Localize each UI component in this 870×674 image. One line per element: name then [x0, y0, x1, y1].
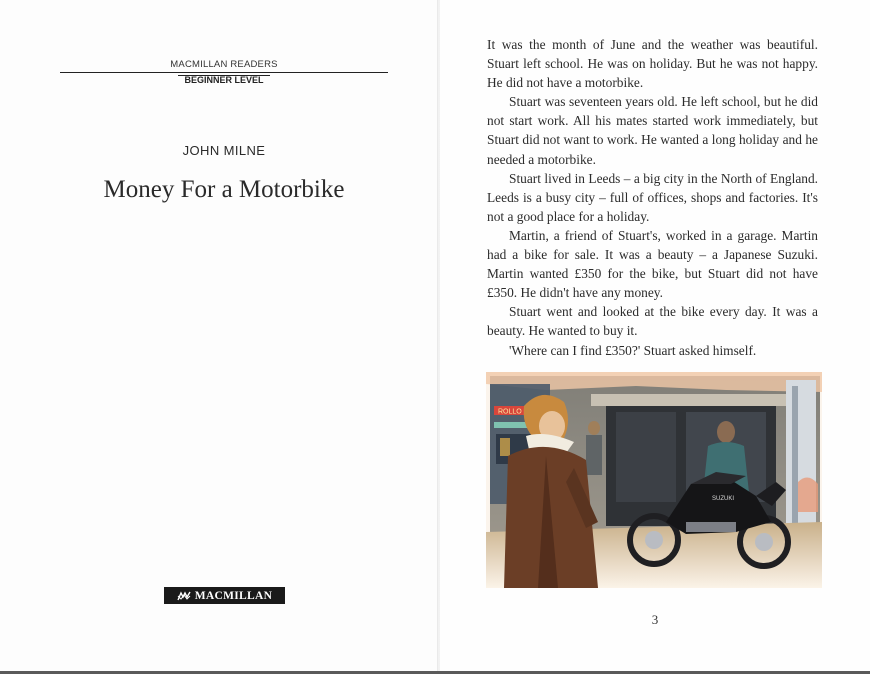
paragraph: 'Where can I find £350?' Stuart asked himself. [509, 342, 757, 358]
page-number: 3 [651, 612, 659, 627]
publisher-logo [164, 587, 285, 604]
bike-brand-label: SUZUKI [712, 496, 735, 502]
book-title: Money For a Motorbike [103, 176, 345, 203]
author-name: JOHN MILNE [182, 143, 266, 158]
publisher-emblem-icon [177, 591, 191, 601]
paragraph: Stuart went and looked at the bike every day. It was a beauty. He wanted to buy it. [487, 304, 818, 339]
publisher-name: MACMILLAN [194, 589, 273, 602]
shop-sign: ROLLO [498, 408, 522, 416]
paragraph: It was the month of June and the weather was beautiful. Stuart left school. He was on holiday. But he was not happy. He did not have a motorbike. [487, 37, 818, 91]
story-text [487, 35, 818, 360]
paragraph: Stuart was seventeen years old. He left school, but he did not start work. All his mates started work immediately, but Stuart did not want to work. He wanted a long holiday and he needed a motorbike. [487, 94, 818, 167]
series-rule [60, 72, 388, 73]
paragraph: Stuart lived in Leeds – a big city in the North of England. Leeds is a busy city – full of offices, shops and factories. It's not a good place for a holiday. [487, 170, 818, 224]
reading-level: BEGINNER LEVEL [184, 75, 264, 85]
paragraph: Martin, a friend of Stuart's, worked in a garage. Martin had a bike for sale. It was a beauty – a Japanese Suzuki. Martin wanted £350 for the bike, but Stuart did not have £350. He didn't have any money. [487, 227, 818, 301]
series-name: MACMILLAN READERS [170, 59, 278, 70]
story-illustration [486, 372, 822, 588]
garage-scene-image [486, 372, 822, 588]
